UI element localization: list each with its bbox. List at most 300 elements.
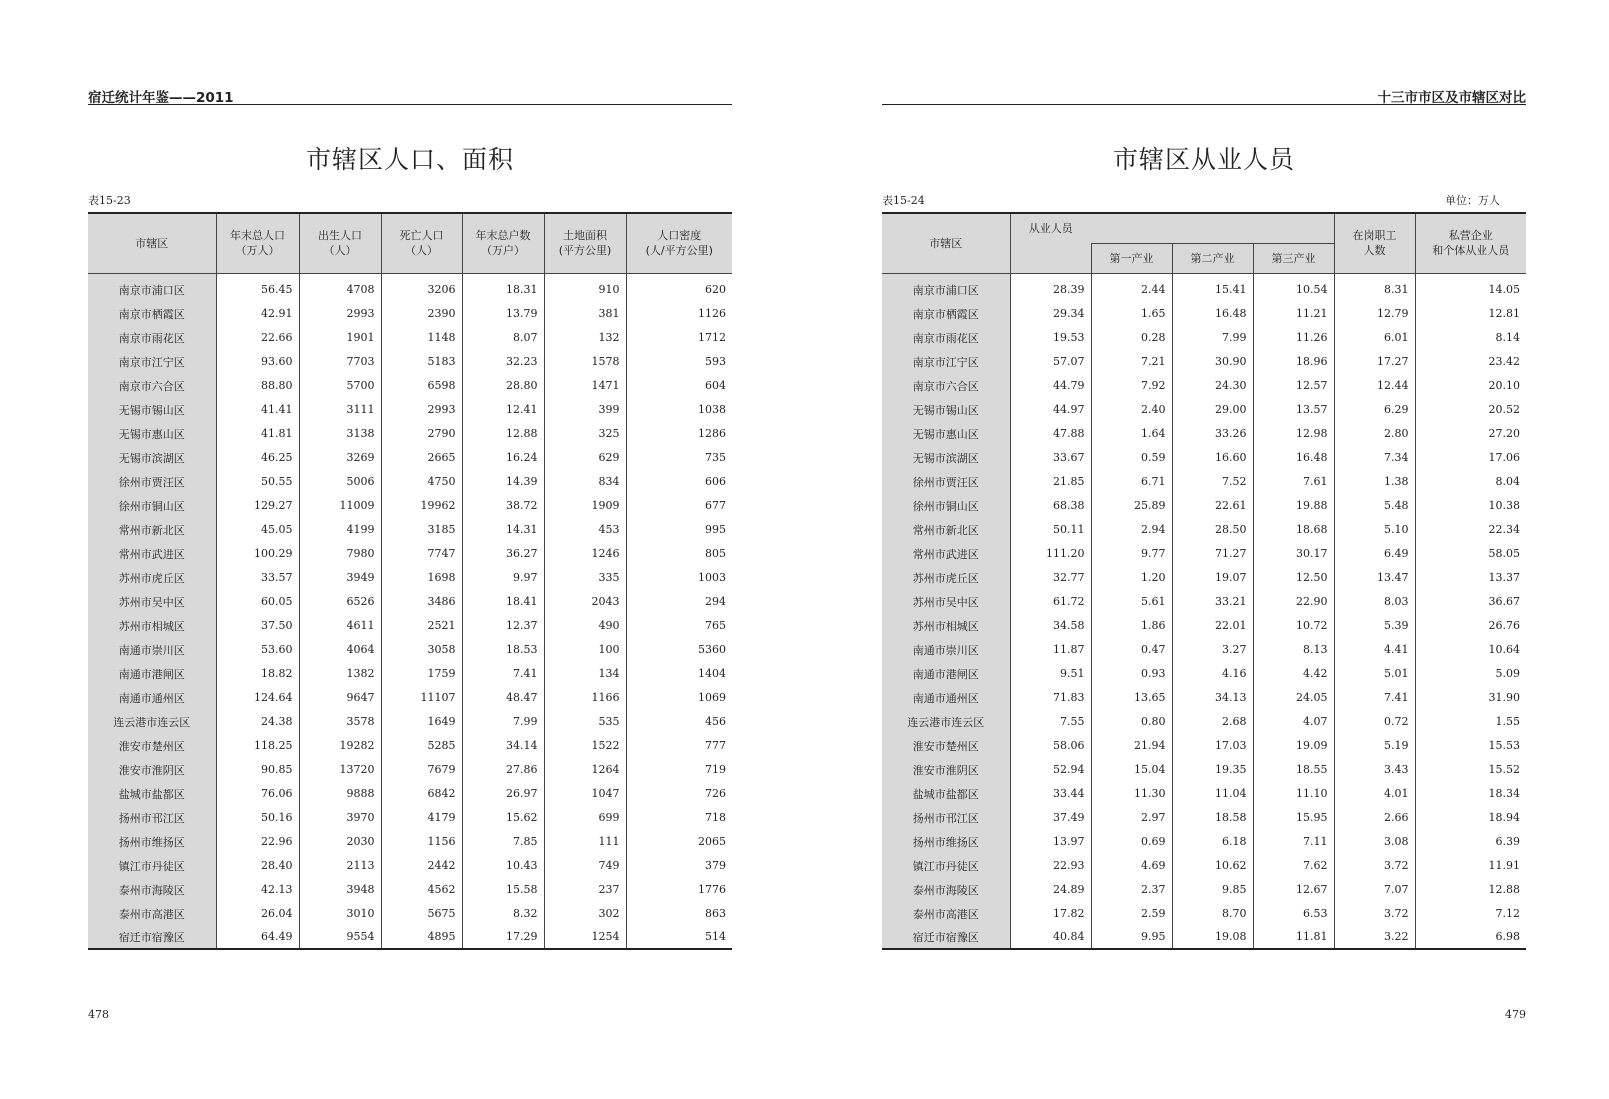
value-cell: 18.55 [1253,758,1334,782]
value-cell: 535 [544,710,626,734]
district-name-cell: 苏州市相城区 [882,614,1010,638]
value-cell: 3.22 [1334,926,1415,949]
value-cell: 7.62 [1253,854,1334,878]
value-cell: 13.65 [1091,686,1172,710]
value-cell: 29.34 [1010,302,1091,326]
district-name-cell: 无锡市惠山区 [882,422,1010,446]
value-cell: 12.98 [1253,422,1334,446]
col-header-total-population: 年末总人口 （万人） [216,213,299,273]
value-cell: 28.50 [1172,518,1253,542]
col-header-district: 市辖区 [882,213,1010,273]
value-cell: 456 [626,710,732,734]
value-cell: 6.29 [1334,398,1415,422]
value-cell: 1901 [299,326,381,350]
district-name-cell: 南京市六合区 [882,374,1010,398]
value-cell: 718 [626,806,732,830]
value-cell: 325 [544,422,626,446]
value-cell: 32.77 [1010,566,1091,590]
value-cell: 76.06 [216,782,299,806]
table-row [88,590,732,614]
table-row [88,878,732,902]
value-cell: 93.60 [216,350,299,374]
value-cell: 118.25 [216,734,299,758]
table-row [88,782,732,806]
value-cell: 57.07 [1010,350,1091,374]
value-cell: 3.43 [1334,758,1415,782]
value-cell: 18.34 [1415,782,1526,806]
table-row [88,902,732,926]
value-cell: 2665 [381,446,462,470]
value-cell: 18.58 [1172,806,1253,830]
value-cell: 37.50 [216,614,299,638]
value-cell: 33.67 [1010,446,1091,470]
value-cell: 27.86 [462,758,544,782]
unit-label: 单位：万人 [1445,194,1500,207]
value-cell: 1047 [544,782,626,806]
value-cell: 2993 [381,398,462,422]
value-cell: 6.71 [1091,470,1172,494]
value-cell: 2993 [299,302,381,326]
table-row [882,518,1526,542]
value-cell: 1698 [381,566,462,590]
value-cell: 5285 [381,734,462,758]
district-name-cell: 无锡市锡山区 [88,398,216,422]
table-row [882,566,1526,590]
value-cell: 11.87 [1010,638,1091,662]
value-cell: 490 [544,614,626,638]
table-row [88,518,732,542]
running-head-left: 宿迁统计年鉴——2011 [88,90,234,106]
value-cell: 10.62 [1172,854,1253,878]
district-name-cell: 南通市崇川区 [88,638,216,662]
table-row [882,662,1526,686]
value-cell: 302 [544,902,626,926]
value-cell: 3010 [299,902,381,926]
value-cell: 19.07 [1172,566,1253,590]
value-cell: 4.07 [1253,710,1334,734]
value-cell: 13.57 [1253,398,1334,422]
table-row [88,854,732,878]
value-cell: 5.10 [1334,518,1415,542]
value-cell: 0.47 [1091,638,1172,662]
value-cell: 1578 [544,350,626,374]
table-row [882,782,1526,806]
table-row [882,590,1526,614]
value-cell: 3949 [299,566,381,590]
district-name-cell: 徐州市铜山区 [882,494,1010,518]
header-rule-right [882,104,1526,105]
value-cell: 995 [626,518,732,542]
value-cell: 3.72 [1334,902,1415,926]
value-cell: 11.30 [1091,782,1172,806]
value-cell: 7.85 [462,830,544,854]
value-cell: 26.97 [462,782,544,806]
table-row [882,542,1526,566]
value-cell: 620 [626,273,732,302]
value-cell: 7.61 [1253,470,1334,494]
value-cell: 38.72 [462,494,544,518]
value-cell: 26.76 [1415,614,1526,638]
value-cell: 3269 [299,446,381,470]
value-cell: 379 [626,854,732,878]
value-cell: 28.40 [216,854,299,878]
district-name-cell: 南京市浦口区 [882,273,1010,302]
value-cell: 42.91 [216,302,299,326]
value-cell: 88.80 [216,374,299,398]
value-cell: 15.52 [1415,758,1526,782]
table-row [882,446,1526,470]
table-row [88,374,732,398]
value-cell: 22.93 [1010,854,1091,878]
value-cell: 18.53 [462,638,544,662]
value-cell: 7.55 [1010,710,1091,734]
value-cell: 5183 [381,350,462,374]
district-name-cell: 宿迁市宿豫区 [882,926,1010,949]
value-cell: 1649 [381,710,462,734]
value-cell: 111.20 [1010,542,1091,566]
value-cell: 7747 [381,542,462,566]
value-cell: 33.57 [216,566,299,590]
value-cell: 1.55 [1415,710,1526,734]
district-name-cell: 扬州市维扬区 [882,830,1010,854]
value-cell: 15.04 [1091,758,1172,782]
col-header-land-area: 土地面积 (平方公里) [544,213,626,273]
district-name-cell: 苏州市虎丘区 [882,566,1010,590]
table-row [88,494,732,518]
col-header-primary: 第一产业 [1091,243,1172,273]
value-cell: 10.72 [1253,614,1334,638]
value-cell: 7.21 [1091,350,1172,374]
value-cell: 19.88 [1253,494,1334,518]
table-row [88,422,732,446]
col-header-employed: 从业人员 [1010,213,1091,243]
table-row [88,638,732,662]
value-cell: 5675 [381,902,462,926]
table-row [88,398,732,422]
value-cell: 7.11 [1253,830,1334,854]
value-cell: 834 [544,470,626,494]
table-number-left: 表15-23 [88,194,131,207]
value-cell: 1759 [381,662,462,686]
value-cell: 7679 [381,758,462,782]
value-cell: 15.62 [462,806,544,830]
value-cell: 2521 [381,614,462,638]
district-name-cell: 南京市江宁区 [88,350,216,374]
value-cell: 4.42 [1253,662,1334,686]
table-row [882,902,1526,926]
value-cell: 1126 [626,302,732,326]
value-cell: 6.39 [1415,830,1526,854]
value-cell: 24.30 [1172,374,1253,398]
value-cell: 19.53 [1010,326,1091,350]
table-row [88,806,732,830]
value-cell: 4.69 [1091,854,1172,878]
district-name-cell: 淮安市楚州区 [88,734,216,758]
value-cell: 16.24 [462,446,544,470]
district-name-cell: 苏州市相城区 [88,614,216,638]
value-cell: 5.61 [1091,590,1172,614]
value-cell: 17.27 [1334,350,1415,374]
col-header-deaths: 死亡人口 （人） [381,213,462,273]
value-cell: 593 [626,350,732,374]
value-cell: 28.39 [1010,273,1091,302]
value-cell: 2065 [626,830,732,854]
value-cell: 11.21 [1253,302,1334,326]
value-cell: 1776 [626,878,732,902]
right-page [804,0,1609,1099]
value-cell: 42.13 [216,878,299,902]
value-cell: 12.41 [462,398,544,422]
value-cell: 10.64 [1415,638,1526,662]
district-name-cell: 淮安市淮阴区 [88,758,216,782]
value-cell: 335 [544,566,626,590]
value-cell: 50.11 [1010,518,1091,542]
value-cell: 22.61 [1172,494,1253,518]
col-header-births: 出生人口 （人） [299,213,381,273]
district-name-cell: 南京市雨花区 [882,326,1010,350]
district-name-cell: 苏州市虎丘区 [88,566,216,590]
value-cell: 7.41 [1334,686,1415,710]
value-cell: 10.38 [1415,494,1526,518]
district-name-cell: 常州市新北区 [88,518,216,542]
table-row [882,734,1526,758]
table-row [88,470,732,494]
value-cell: 453 [544,518,626,542]
district-name-cell: 苏州市吴中区 [882,590,1010,614]
value-cell: 17.82 [1010,902,1091,926]
value-cell: 24.89 [1010,878,1091,902]
value-cell: 1246 [544,542,626,566]
value-cell: 5360 [626,638,732,662]
value-cell: 12.50 [1253,566,1334,590]
value-cell: 719 [626,758,732,782]
value-cell: 16.60 [1172,446,1253,470]
col-header-private-individual: 私营企业 和个体从业人员 [1415,213,1526,273]
table-row [882,878,1526,902]
table-row [88,614,732,638]
value-cell: 1.86 [1091,614,1172,638]
table-row [882,806,1526,830]
page-number-left: 478 [88,1008,109,1021]
col-header-secondary: 第二产业 [1172,243,1253,273]
value-cell: 60.05 [216,590,299,614]
table-row [88,734,732,758]
district-name-cell: 南京市栖霞区 [88,302,216,326]
value-cell: 12.67 [1253,878,1334,902]
table-row [88,926,732,949]
table-row [88,758,732,782]
value-cell: 7.41 [462,662,544,686]
value-cell: 1471 [544,374,626,398]
value-cell: 3138 [299,422,381,446]
value-cell: 6526 [299,590,381,614]
value-cell: 6598 [381,374,462,398]
value-cell: 3578 [299,710,381,734]
value-cell: 19.35 [1172,758,1253,782]
value-cell: 604 [626,374,732,398]
district-name-cell: 南京市浦口区 [88,273,216,302]
value-cell: 4750 [381,470,462,494]
value-cell: 11.26 [1253,326,1334,350]
value-cell: 6.18 [1172,830,1253,854]
value-cell: 0.72 [1334,710,1415,734]
table-row [88,302,732,326]
table-row [882,273,1526,302]
col-header-households: 年末总户数 （万户） [462,213,544,273]
value-cell: 22.96 [216,830,299,854]
table-row [88,830,732,854]
value-cell: 294 [626,590,732,614]
value-cell: 50.55 [216,470,299,494]
value-cell: 100 [544,638,626,662]
value-cell: 1038 [626,398,732,422]
value-cell: 16.48 [1172,302,1253,326]
value-cell: 19.09 [1253,734,1334,758]
value-cell: 8.32 [462,902,544,926]
value-cell: 9.77 [1091,542,1172,566]
value-cell: 45.05 [216,518,299,542]
value-cell: 2.97 [1091,806,1172,830]
value-cell: 4.01 [1334,782,1415,806]
value-cell: 4562 [381,878,462,902]
value-cell: 22.34 [1415,518,1526,542]
value-cell: 910 [544,273,626,302]
value-cell: 14.05 [1415,273,1526,302]
value-cell: 4179 [381,806,462,830]
value-cell: 8.70 [1172,902,1253,926]
value-cell: 3970 [299,806,381,830]
value-cell: 6.49 [1334,542,1415,566]
value-cell: 64.49 [216,926,299,949]
district-name-cell: 扬州市维扬区 [88,830,216,854]
value-cell: 2.37 [1091,878,1172,902]
value-cell: 32.23 [462,350,544,374]
value-cell: 100.29 [216,542,299,566]
value-cell: 17.03 [1172,734,1253,758]
value-cell: 11.10 [1253,782,1334,806]
value-cell: 71.27 [1172,542,1253,566]
table-number-right: 表15-24 [882,194,925,207]
value-cell: 9.85 [1172,878,1253,902]
value-cell: 11.81 [1253,926,1334,949]
value-cell: 90.85 [216,758,299,782]
value-cell: 12.57 [1253,374,1334,398]
value-cell: 5006 [299,470,381,494]
district-name-cell: 南京市江宁区 [882,350,1010,374]
district-name-cell: 淮安市楚州区 [882,734,1010,758]
value-cell: 46.25 [216,446,299,470]
district-name-cell: 宿迁市宿豫区 [88,926,216,949]
value-cell: 7.99 [1172,326,1253,350]
value-cell: 19962 [381,494,462,518]
table-row [882,302,1526,326]
value-cell: 2790 [381,422,462,446]
table-row [882,422,1526,446]
value-cell: 0.28 [1091,326,1172,350]
value-cell: 12.79 [1334,302,1415,326]
value-cell: 5.48 [1334,494,1415,518]
value-cell: 3185 [381,518,462,542]
value-cell: 8.04 [1415,470,1526,494]
value-cell: 129.27 [216,494,299,518]
col-header-density: 人口密度 (人/平方公里) [626,213,732,273]
value-cell: 3948 [299,878,381,902]
value-cell: 111 [544,830,626,854]
table-row [88,662,732,686]
value-cell: 34.13 [1172,686,1253,710]
district-name-cell: 盐城市盐都区 [882,782,1010,806]
table-row [88,686,732,710]
district-name-cell: 连云港市连云区 [882,710,1010,734]
col-header-employed-spacer [1010,243,1091,273]
district-name-cell: 镇江市丹徒区 [882,854,1010,878]
table-row [882,374,1526,398]
value-cell: 18.96 [1253,350,1334,374]
table-row [88,273,732,302]
value-cell: 27.20 [1415,422,1526,446]
district-name-cell: 南京市雨花区 [88,326,216,350]
value-cell: 30.17 [1253,542,1334,566]
value-cell: 749 [544,854,626,878]
value-cell: 40.84 [1010,926,1091,949]
value-cell: 2.66 [1334,806,1415,830]
value-cell: 11.04 [1172,782,1253,806]
value-cell: 15.41 [1172,273,1253,302]
value-cell: 3.72 [1334,854,1415,878]
district-name-cell: 南通市通州区 [882,686,1010,710]
value-cell: 41.41 [216,398,299,422]
value-cell: 0.59 [1091,446,1172,470]
employment-table [882,212,1526,950]
value-cell: 1264 [544,758,626,782]
value-cell: 36.67 [1415,590,1526,614]
district-name-cell: 扬州市邗江区 [88,806,216,830]
value-cell: 735 [626,446,732,470]
value-cell: 20.10 [1415,374,1526,398]
value-cell: 6842 [381,782,462,806]
value-cell: 5.09 [1415,662,1526,686]
value-cell: 10.54 [1253,273,1334,302]
value-cell: 20.52 [1415,398,1526,422]
value-cell: 777 [626,734,732,758]
value-cell: 124.64 [216,686,299,710]
col-header-on-post-staff: 在岗职工 人数 [1334,213,1415,273]
value-cell: 132 [544,326,626,350]
value-cell: 606 [626,470,732,494]
value-cell: 1522 [544,734,626,758]
value-cell: 13.47 [1334,566,1415,590]
value-cell: 0.93 [1091,662,1172,686]
value-cell: 805 [626,542,732,566]
value-cell: 1712 [626,326,732,350]
value-cell: 2043 [544,590,626,614]
value-cell: 3.27 [1172,638,1253,662]
district-name-cell: 南通市港闸区 [882,662,1010,686]
value-cell: 13.37 [1415,566,1526,590]
value-cell: 1069 [626,686,732,710]
value-cell: 726 [626,782,732,806]
value-cell: 28.80 [462,374,544,398]
value-cell: 2030 [299,830,381,854]
value-cell: 11009 [299,494,381,518]
value-cell: 1.65 [1091,302,1172,326]
district-name-cell: 常州市武进区 [88,542,216,566]
value-cell: 2442 [381,854,462,878]
value-cell: 24.38 [216,710,299,734]
district-name-cell: 常州市新北区 [882,518,1010,542]
value-cell: 61.72 [1010,590,1091,614]
value-cell: 21.94 [1091,734,1172,758]
